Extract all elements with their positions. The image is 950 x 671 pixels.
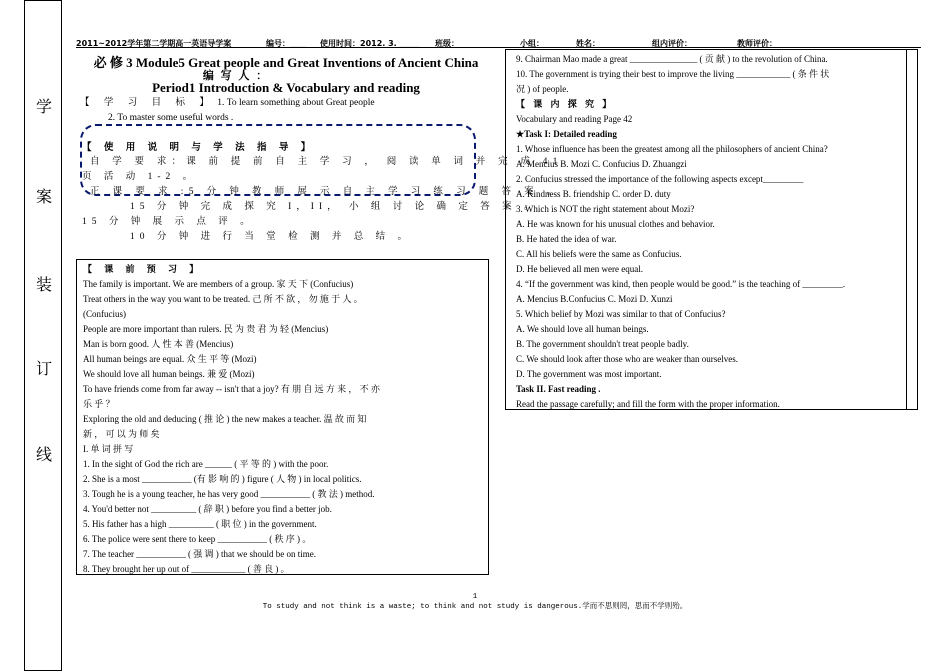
- page-number: 1: [472, 593, 478, 601]
- section-reference: Vocabulary and reading Page 42: [516, 114, 633, 124]
- side-label-2: 案: [36, 187, 53, 206]
- answer-options: A. Kindness B. friendship C. order D. duty: [516, 189, 671, 199]
- guide-line-6: 10 分 钟 进 行 当 堂 检 测 并 总 结 。: [130, 232, 413, 242]
- spelling-heading: I. 单 词 拼 写: [83, 444, 134, 454]
- side-label-5: 线: [36, 445, 53, 464]
- answer-options: A. Mencius B.Confucius C. Mozi D. Xunzi: [516, 294, 673, 304]
- answer-option: A. We should love all human beings.: [516, 324, 649, 334]
- preview-line: 乐 乎 ？: [83, 399, 115, 409]
- guide-line-3: 正 课 要 求 :5 分 钟 教 师 展 示 自 主 学 习 练 习 题 答 案 。: [90, 187, 562, 197]
- preview-line: Man is born good. 人 性 本 善 (Mencius): [83, 339, 234, 349]
- side-label-1: 学: [36, 97, 53, 116]
- preview-line: 新 ， 可 以 为 师 矣: [83, 429, 160, 439]
- page-footer: [0, 592, 950, 612]
- question: 3. Which is NOT the right statement about Mozi?: [516, 204, 695, 214]
- objective-1: 1. To learn something about Great people: [217, 98, 375, 108]
- spelling-item: 5. His father has a high __________ ( 职 位 ) in the government.: [83, 519, 317, 529]
- preview-line: (Confucius): [83, 309, 126, 319]
- task1-heading: ★Task I: Detailed reading: [516, 129, 617, 139]
- inclass-label: 【 课 内 探 究 】: [516, 99, 615, 109]
- spelling-item: 9. Chairman Mao made a great _______________ ( 贡 献 ) to the revolution of China.: [516, 54, 828, 64]
- answer-option: A. He was known for his unusual clothes and behavior.: [516, 219, 715, 229]
- header-group: 小组：: [520, 39, 544, 48]
- spelling-item: 8. They brought her up out of ____________ ( 善 良 ) 。: [83, 564, 290, 574]
- question: 2. Confucius stressed the importance of the following aspects except_________: [516, 174, 804, 184]
- spelling-item: 10. The government is trying their best to improve the living ____________ ( 条 件 状: [516, 69, 830, 79]
- side-label-4: 订: [36, 359, 53, 378]
- answer-option: D. The government was most important.: [516, 369, 662, 379]
- question: 4. “If the government was kind, then people would be good.” is the teaching of _________.: [516, 279, 846, 289]
- preview-line: Treat others in the way you want to be treated. 己 所 不 欲 ， 勿 施 于 人 。: [83, 294, 363, 304]
- preview-line: Exploring the old and deducing ( 推 论 ) the new makes a teacher. 温 故 而 知: [83, 414, 367, 424]
- objectives-label: 【 学 习 目 标 】: [80, 98, 215, 108]
- spelling-item: 4. You'd better not __________ ( 辞 职 ) before you find a better job.: [83, 504, 332, 514]
- header-group-eval: 组内评价：: [652, 39, 692, 48]
- guide-line-5: 15 分 钟 展 示 点 评 。: [82, 217, 255, 227]
- header-term: 2011~2012学年第二学期高一英语导学案: [76, 39, 232, 48]
- objective-2: 2. To master some useful words .: [108, 113, 234, 123]
- answer-options: A. Mencius B. Mozi C. Confucius D. Zhuangzi: [516, 159, 687, 169]
- task2-heading: Task II. Fast reading .: [516, 384, 601, 394]
- preview-line: People are more important than rulers. 民 为 贵 君 为 轻 (Mencius): [83, 324, 329, 334]
- answer-option: B. The government shouldn't treat people badly.: [516, 339, 689, 349]
- spelling-item-cont: 况 ) of people.: [516, 84, 569, 94]
- author-label: 编 写 人 ：: [202, 70, 270, 82]
- spelling-item: 1. In the sight of God the rich are ______ ( 平 等 的 ) with the poor.: [83, 459, 329, 469]
- preview-label: 【 课 前 预 习 】: [83, 264, 204, 274]
- spelling-item: 2. She is a most ___________ (有 影 响 的 ) figure ( 人 物 ) in local politics.: [83, 474, 362, 484]
- spelling-item: 6. The police were sent there to keep ___________ ( 秩 序 ) 。: [83, 534, 312, 544]
- answer-option: B. He hated the idea of war.: [516, 234, 617, 244]
- header-teacher-eval: 教师评价：: [737, 39, 777, 48]
- objectives-row: [80, 97, 375, 109]
- task2-instruction: Read the passage carefully; and fill the form with the proper information.: [516, 399, 780, 409]
- preview-line: All human beings are equal. 众 生 平 等 (Mozi): [83, 354, 257, 364]
- guide-line-1: 自 学 要 求：课 前 提 前 自 主 学 习 ， 阅 读 单 词 并 完 成 41: [90, 157, 563, 167]
- inclass-box-margin-line: [906, 49, 907, 410]
- answer-option: D. He believed all men were equal.: [516, 264, 643, 274]
- spelling-item: 3. Tough he is a young teacher, he has very good ___________ ( 教 法 ) method.: [83, 489, 375, 499]
- footer-quote: To study and not think is a waste; to think and not study is dangerous.学而不思则罔，思而不学则殆。: [262, 603, 688, 611]
- header-class: 班级：: [435, 39, 459, 48]
- preview-line: The family is important. We are members of a group. 家 天 下 (Confucius): [83, 279, 354, 289]
- header-number: 编号：____: [266, 39, 306, 48]
- preview-box: [76, 259, 489, 575]
- guide-line-4: 15 分 钟 完 成 探 究 I，II， 小 组 讨 论 确 定 答 案 。: [130, 202, 539, 212]
- header-name: 姓名：: [576, 39, 600, 48]
- module-title: 必 修 3 Module5 Great people and Great Inventions of Ancient China: [93, 55, 479, 70]
- header-time: 使用时间：2012. 3. _____: [320, 39, 420, 48]
- guide-label: 【 使 用 说 明 与 学 法 指 导 】: [82, 143, 316, 153]
- side-label-3: 装: [36, 275, 53, 294]
- answer-option: C. All his beliefs were the same as Confucius.: [516, 249, 682, 259]
- inclass-box: [505, 49, 918, 410]
- spelling-item: 7. The teacher ___________ ( 强 调 ) that we should be on time.: [83, 549, 317, 559]
- period-title: Period1 Introduction & Vocabulary and reading: [152, 80, 420, 95]
- preview-line: We should love all human beings. 兼 爱 (Mozi): [83, 369, 255, 379]
- question: 1. Whose influence has been the greatest among all the philosophers of ancient China?: [516, 144, 828, 154]
- answer-option: C. We should look after those who are weaker than ourselves.: [516, 354, 739, 364]
- question: 5. Which belief by Mozi was similar to that of Confucius?: [516, 309, 726, 319]
- header-rule: [76, 47, 921, 48]
- guide-line-2: 页 活 动 1-2 。: [82, 172, 198, 182]
- preview-line: To have friends come from far away -- isn't that a joy? 有 朋 自 远 方 来 ， 不 亦: [83, 384, 380, 394]
